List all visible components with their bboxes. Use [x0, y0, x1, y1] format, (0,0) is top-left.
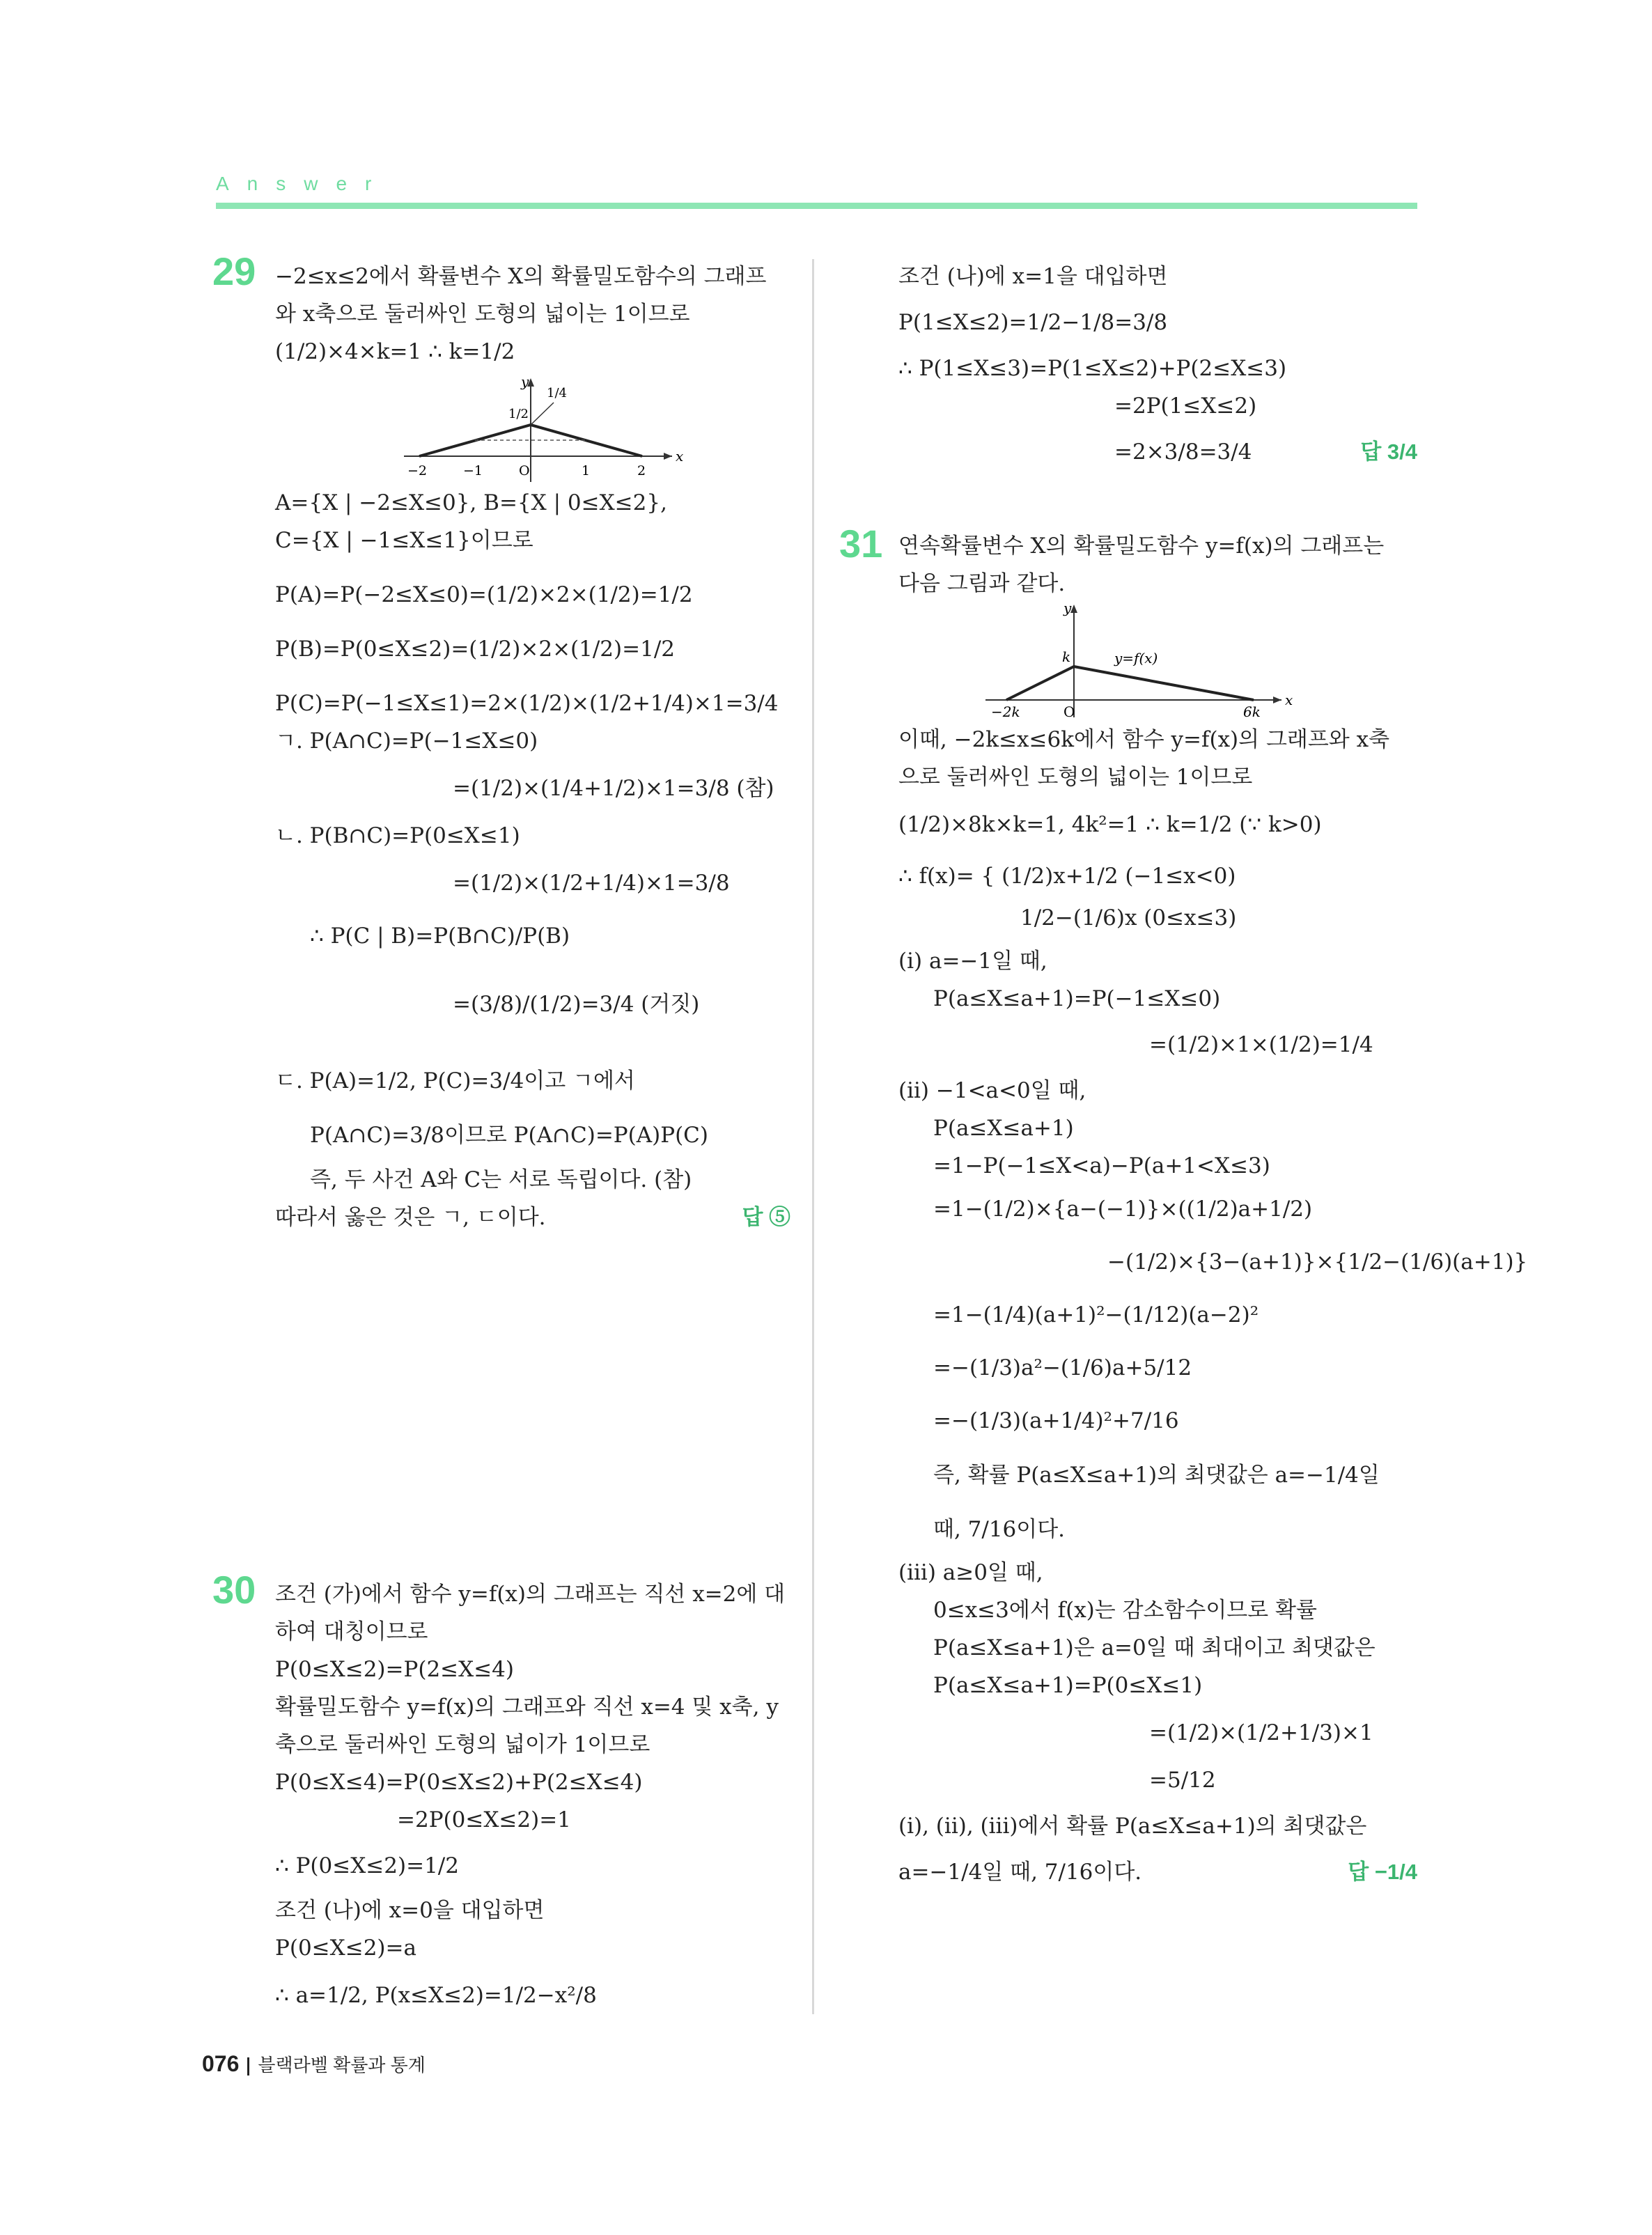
line: 하여 대칭이므로	[275, 1619, 428, 1644]
line: =1−(1/4)(a+1)²−(1/12)(a−2)²	[933, 1302, 1259, 1327]
line: ∴ P(C | B)=P(B∩C)/P(B)	[310, 924, 570, 949]
footer-separator	[247, 2057, 249, 2076]
line: ∴ P(0≤X≤2)=1/2	[275, 1853, 459, 1878]
line-text: a=−1/4일 때, 7/16이다.	[898, 1860, 1142, 1885]
graph-31-curve-label: y=f(x)	[1114, 650, 1158, 667]
line: =(1/2)×(1/4+1/2)×1=3/8 (참)	[453, 776, 774, 801]
line: P(A∩C)=3/8이므로 P(A∩C)=P(A)P(C)	[310, 1123, 708, 1148]
line: ㄷ. P(A)=1/2, P(C)=3/4이고 ㄱ에서	[275, 1068, 635, 1093]
problem-30-continued	[898, 258, 1417, 471]
header-rule	[216, 203, 1417, 209]
line: −2≤x≤2에서 확률변수 X의 확률밀도함수의 그래프	[275, 264, 767, 289]
line: 조건 (나)에 x=1을 대입하면	[898, 264, 1168, 289]
tick: −2	[407, 463, 428, 478]
column-divider	[812, 259, 814, 2014]
graph-31	[985, 602, 1299, 721]
line: (i), (ii), (iii)에서 확률 P(a≤X≤a+1)의 최댓값은	[898, 1814, 1367, 1839]
line: =2P(1≤X≤2)	[1114, 394, 1257, 419]
line: P(a≤X≤a+1)은 a=0일 때 최대이고 최댓값은	[933, 1635, 1376, 1660]
line: ∴ a=1/2, P(x≤X≤2)=1/2−x²/8	[275, 1983, 597, 2008]
line: 이때, −2k≤x≤6k에서 함수 y=f(x)의 그래프와 x축	[898, 727, 1390, 752]
line: P(B)=P(0≤X≤2)=(1/2)×2×(1/2)=1/2	[275, 637, 675, 662]
line: 조건 (가)에서 함수 y=f(x)의 그래프는 직선 x=2에 대	[275, 1582, 786, 1607]
line: 즉, 확률 P(a≤X≤a+1)의 최댓값은 a=−1/4일	[933, 1463, 1380, 1488]
answer-31: 답 −1/4	[1348, 1860, 1417, 1884]
problem-31	[898, 527, 1528, 1891]
problem-number-29: 29	[212, 249, 256, 293]
graph-29-slope-label: 1/4	[547, 386, 567, 400]
tick: O	[1063, 703, 1075, 720]
line: 다음 그림과 같다.	[898, 571, 1066, 596]
answer-30: 답 3/4	[1360, 439, 1417, 464]
line-text: =2×3/8=3/4	[1114, 439, 1252, 465]
line: =(3/8)/(1/2)=3/4 (거짓)	[453, 992, 700, 1017]
tick: O	[519, 463, 530, 478]
line: 와 x축으로 둘러싸인 도형의 넓이는 1이므로	[275, 302, 690, 327]
graph-31-peak-label: k	[1062, 648, 1071, 665]
line: P(A)=P(−2≤X≤0)=(1/2)×2×(1/2)=1/2	[275, 582, 693, 607]
line: P(a≤X≤a+1)=P(−1≤X≤0)	[933, 986, 1221, 1011]
graph-31-x-label: x	[1285, 692, 1293, 708]
line: 즉, 두 사건 A와 C는 서로 독립이다. (참)	[310, 1167, 692, 1192]
line: −(1/2)×{3−(a+1)}×{1/2−(1/6)(a+1)}	[1107, 1249, 1528, 1275]
line: 1/2−(1/6)x (0≤x≤3)	[1020, 905, 1237, 930]
line: P(a≤X≤a+1)	[933, 1116, 1074, 1141]
line: P(0≤X≤2)=a	[275, 1936, 416, 1961]
line: A={X | −2≤X≤0}, B={X | 0≤X≤2},	[275, 490, 667, 515]
line: ∴ f(x)= { (1/2)x+1/2 (−1≤x<0)	[898, 864, 1236, 889]
line: P(0≤X≤4)=P(0≤X≤2)+P(2≤X≤4)	[275, 1770, 643, 1795]
line: ㄴ. P(B∩C)=P(0≤X≤1)	[275, 823, 520, 848]
answer-29: 답 ⑤	[742, 1205, 790, 1229]
line: 0≤x≤3에서 f(x)는 감소함수이므로 확률	[933, 1598, 1317, 1623]
line: 조건 (나)에 x=0을 대입하면	[275, 1898, 545, 1923]
graph-29-x-label: x	[676, 448, 684, 465]
line: 때, 7/16이다.	[933, 1517, 1066, 1542]
line: 연속확률변수 X의 확률밀도함수 y=f(x)의 그래프는	[898, 534, 1385, 559]
graph-29-peak-label: 1/2	[508, 407, 529, 421]
line: ∴ P(1≤X≤3)=P(1≤X≤2)+P(2≤X≤3)	[898, 356, 1287, 381]
line: =(1/2)×(1/2+1/4)×1=3/8	[453, 871, 730, 896]
line: (1/2)×4×k=1 ∴ k=1/2	[275, 339, 515, 364]
line: (iii) a≥0일 때,	[898, 1560, 1043, 1585]
line: 확률밀도함수 y=f(x)의 그래프와 직선 x=4 및 x축, y	[275, 1695, 779, 1720]
line: =1−P(−1≤X<a)−P(a+1<X≤3)	[933, 1153, 1270, 1178]
line: P(C)=P(−1≤X≤1)=2×(1/2)×(1/2+1/4)×1=3/4	[275, 691, 779, 716]
line: (i) a=−1일 때,	[898, 949, 1047, 974]
line	[275, 1199, 790, 1236]
graph-29	[404, 373, 684, 484]
problem-number-30: 30	[212, 1568, 256, 1612]
book-title: 블랙라벨 확률과 통계	[258, 2055, 426, 2076]
line: P(a≤X≤a+1)=P(0≤X≤1)	[933, 1673, 1203, 1698]
line: =(1/2)×1×(1/2)=1/4	[1149, 1032, 1373, 1057]
line: =2P(0≤X≤2)=1	[397, 1807, 571, 1832]
line: C={X | −1≤X≤1}이므로	[275, 528, 533, 553]
line: =−(1/3)a²−(1/6)a+5/12	[933, 1355, 1192, 1380]
line: P(1≤X≤2)=1/2−1/8=3/8	[898, 310, 1168, 335]
problem-number-31: 31	[839, 522, 883, 566]
line: =5/12	[1149, 1768, 1216, 1793]
line: ㄱ. P(A∩C)=P(−1≤X≤0)	[275, 729, 538, 754]
line: =1−(1/2)×{a−(−1)}×((1/2)a+1/2)	[933, 1197, 1313, 1222]
page-number: 076	[202, 2051, 240, 2076]
line: 축으로 둘러싸인 도형의 넓이가 1이므로	[275, 1732, 650, 1757]
line: (ii) −1<a<0일 때,	[898, 1078, 1086, 1103]
tick: 2	[637, 463, 646, 478]
tick: −2k	[991, 703, 1020, 720]
line: (1/2)×8k×k=1, 4k²=1 ∴ k=1/2 (∵ k>0)	[898, 812, 1322, 837]
graph-31-y-label: y	[1063, 600, 1072, 616]
line	[898, 433, 1417, 471]
line: =(1/2)×(1/2+1/3)×1	[1149, 1720, 1373, 1745]
page-footer	[202, 2051, 426, 2077]
tick: 6k	[1243, 703, 1261, 720]
problem-30	[275, 1575, 790, 2014]
line: P(0≤X≤2)=P(2≤X≤4)	[275, 1657, 514, 1682]
tick: −1	[463, 463, 483, 478]
tick: 1	[582, 463, 591, 478]
line	[898, 1853, 1417, 1891]
line-text: 따라서 옳은 것은 ㄱ, ㄷ이다.	[275, 1205, 546, 1230]
graph-29-y-label: y	[521, 373, 529, 390]
problem-29	[275, 258, 790, 1236]
line: =−(1/3)(a+1/4)²+7/16	[933, 1408, 1179, 1433]
answer-header: Answer	[216, 173, 390, 194]
line: 으로 둘러싸인 도형의 넓이는 1이므로	[898, 765, 1253, 790]
